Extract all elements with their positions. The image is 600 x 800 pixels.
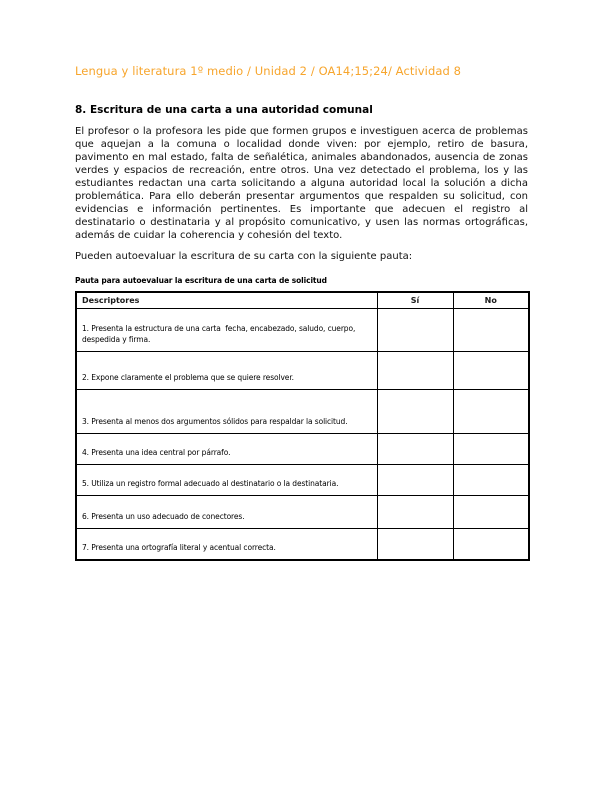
si-answer-cell (377, 308, 453, 351)
descriptor-cell: 5. Utiliza un registro formal adecuado al destinatario o la destinataria. (76, 464, 377, 495)
no-answer-cell (453, 308, 529, 351)
si-answer-cell (377, 351, 453, 389)
document-page (75, 64, 528, 561)
rubric-table (75, 291, 530, 561)
column-header-si: Sí (377, 292, 453, 308)
table-row (76, 389, 529, 433)
no-answer-cell (453, 433, 529, 464)
table-caption: Pauta para autoevaluar la escritura de una carta de solicitud (75, 276, 327, 285)
si-answer-cell (377, 495, 453, 528)
table-header-row (76, 292, 529, 308)
no-answer-cell (453, 464, 529, 495)
descriptor-cell: 7. Presenta una ortografía literal y acentual correcta. (76, 528, 377, 560)
activity-heading: 8. Escritura de una carta a una autoridad comunal (75, 104, 373, 116)
column-header-no: No (453, 292, 529, 308)
breadcrumb: Lengua y literatura 1º medio / Unidad 2 / OA14;15;24/ Actividad 8 (75, 64, 462, 78)
si-answer-cell (377, 433, 453, 464)
table-row (76, 464, 529, 495)
descriptor-cell: 2. Expone claramente el problema que se quiere resolver. (76, 351, 377, 389)
descriptor-cell: 6. Presenta un uso adecuado de conectores. (76, 495, 377, 528)
table-row (76, 351, 529, 389)
descriptor-cell: 4. Presenta una idea central por párrafo. (76, 433, 377, 464)
descriptor-cell: 1. Presenta la estructura de una carta fecha, encabezado, saludo, cuerpo, despedida y firma. (76, 308, 377, 351)
no-answer-cell (453, 389, 529, 433)
table-row (76, 528, 529, 560)
no-answer-cell (453, 351, 529, 389)
no-answer-cell (453, 528, 529, 560)
si-answer-cell (377, 464, 453, 495)
si-answer-cell (377, 528, 453, 560)
table-row (76, 308, 529, 351)
intro-paragraph: El profesor o la profesora les pide que formen grupos e investiguen acerca de problemas que aquejan a la comuna o localidad donde viven: por ejemplo, retiro de basura, pavimento en mal estado, falta de señalética, animales abandonados, ausencia de zonas verdes y espacios de recreación, entre otros. Una vez detectado el problema, los y las estudiantes redactan una carta solicitando a alguna autoridad local la solución a dicha problemática. Para ello deberán presentar argumentos que respalden su solicitud, con evidencias e información pertinentes. Es importante que adecuen el registro al destinatario o destinataria y al propósito comunicativo, y usen las normas ortográficas, además de cuidar la coherencia y cohesión del texto. (75, 126, 528, 241)
table-row (76, 495, 529, 528)
column-header-descriptores: Descriptores (76, 292, 377, 308)
table-row (76, 433, 529, 464)
descriptor-cell: 3. Presenta al menos dos argumentos sólidos para respaldar la solicitud. (76, 389, 377, 433)
instruction-paragraph: Pueden autoevaluar la escritura de su carta con la siguiente pauta: (75, 251, 413, 262)
no-answer-cell (453, 495, 529, 528)
si-answer-cell (377, 389, 453, 433)
